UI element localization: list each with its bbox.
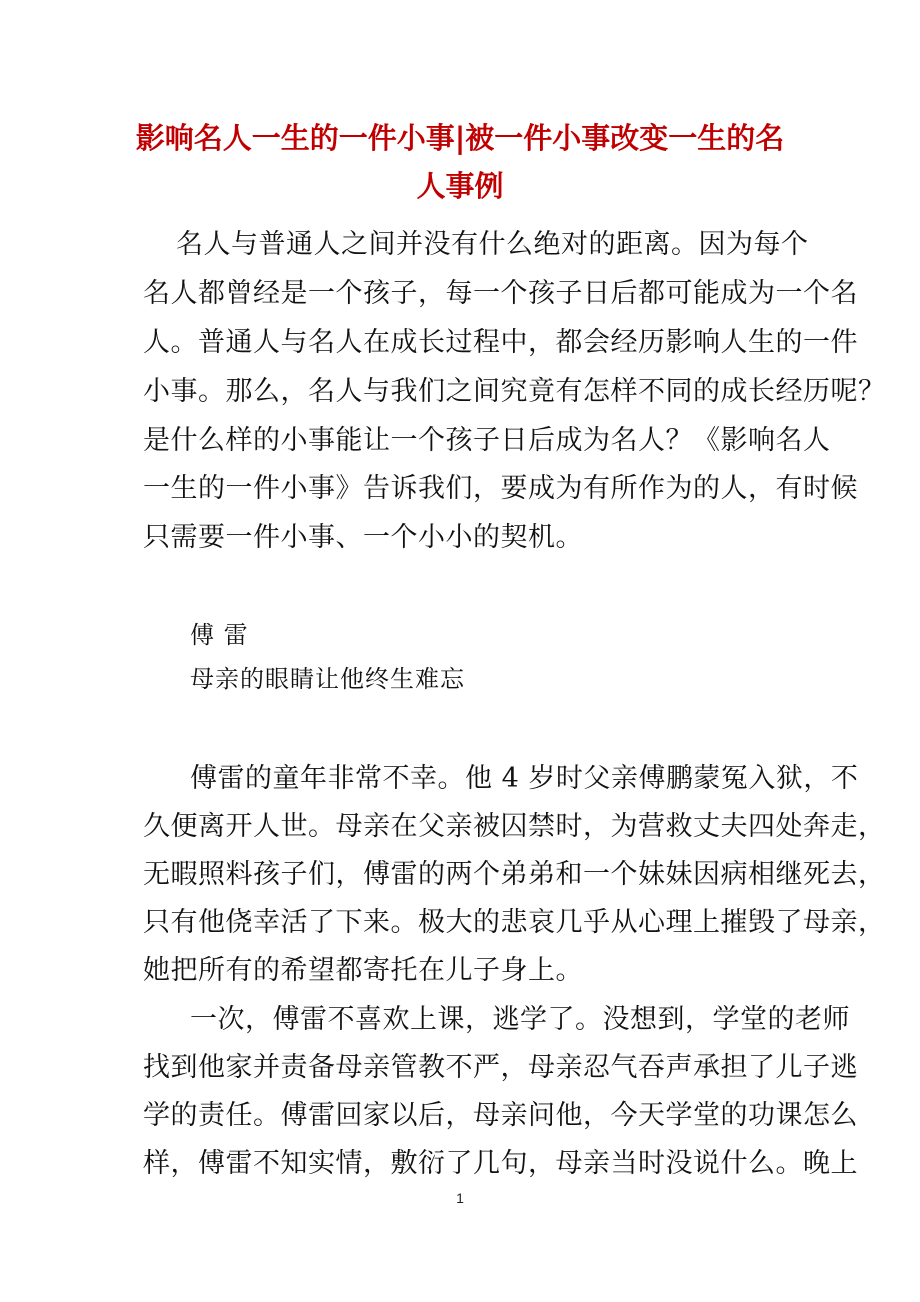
intro-line: 小事。那么，名人与我们之间究竟有怎样不同的成长经历呢？	[143, 376, 886, 407]
intro-line: 是什么样的小事能让一个孩子日后成为名人？《影响名人	[143, 425, 831, 456]
paragraph-line: 一次，傅雷不喜欢上课，逃学了。没想到，学堂的老师	[190, 1004, 850, 1035]
intro-line: 名人都曾经是一个孩子，每一个孩子日后都可能成为一个名	[143, 278, 858, 309]
intro-line: 名人与普通人之间并没有什么绝对的距离。因为每个	[176, 229, 809, 260]
paragraph-line: 找到他家并责备母亲管教不严，母亲忍气吞声承担了儿子逃	[143, 1052, 858, 1083]
page-number: 1	[456, 1190, 464, 1206]
intro-line: 只需要一件小事、一个小小的契机。	[143, 522, 583, 553]
paragraph-line: 样，傅雷不知实情，敷衍了几句，母亲当时没说什么。晚上	[143, 1148, 858, 1179]
section-subtitle: 母亲的眼睛让他终生难忘	[190, 665, 465, 693]
paragraph-line: 久便离开人世。母亲在父亲被囚禁时，为营救丈夫四处奔走，	[143, 811, 886, 842]
intro-line: 一生的一件小事》告诉我们，要成为有所作为的人，有时候	[143, 473, 858, 504]
title-line-2: 人事例	[416, 169, 504, 203]
paragraph-line: 学的责任。傅雷回家以后，母亲问他，今天学堂的功课怎么	[143, 1100, 858, 1131]
intro-line: 人。普通人与名人在成长过程中，都会经历影响人生的一件	[143, 327, 858, 358]
paragraph-line: 只有他侥幸活了下来。极大的悲哀几乎从心理上摧毁了母亲，	[143, 907, 886, 938]
paragraph-line: 无暇照料孩子们，傅雷的两个弟弟和一个妹妹因病相继死去，	[143, 859, 886, 890]
document-title	[120, 114, 800, 210]
paragraph-line: 她把所有的希望都寄托在儿子身上。	[143, 955, 583, 986]
paragraph-line: 傅雷的童年非常不幸。他 4 岁时父亲傅鹏蒙冤入狱，不	[190, 763, 859, 794]
section-name: 傅 雷	[190, 621, 249, 649]
title-line-1: 影响名人一生的一件小事|被一件小事改变一生的名	[135, 121, 785, 155]
